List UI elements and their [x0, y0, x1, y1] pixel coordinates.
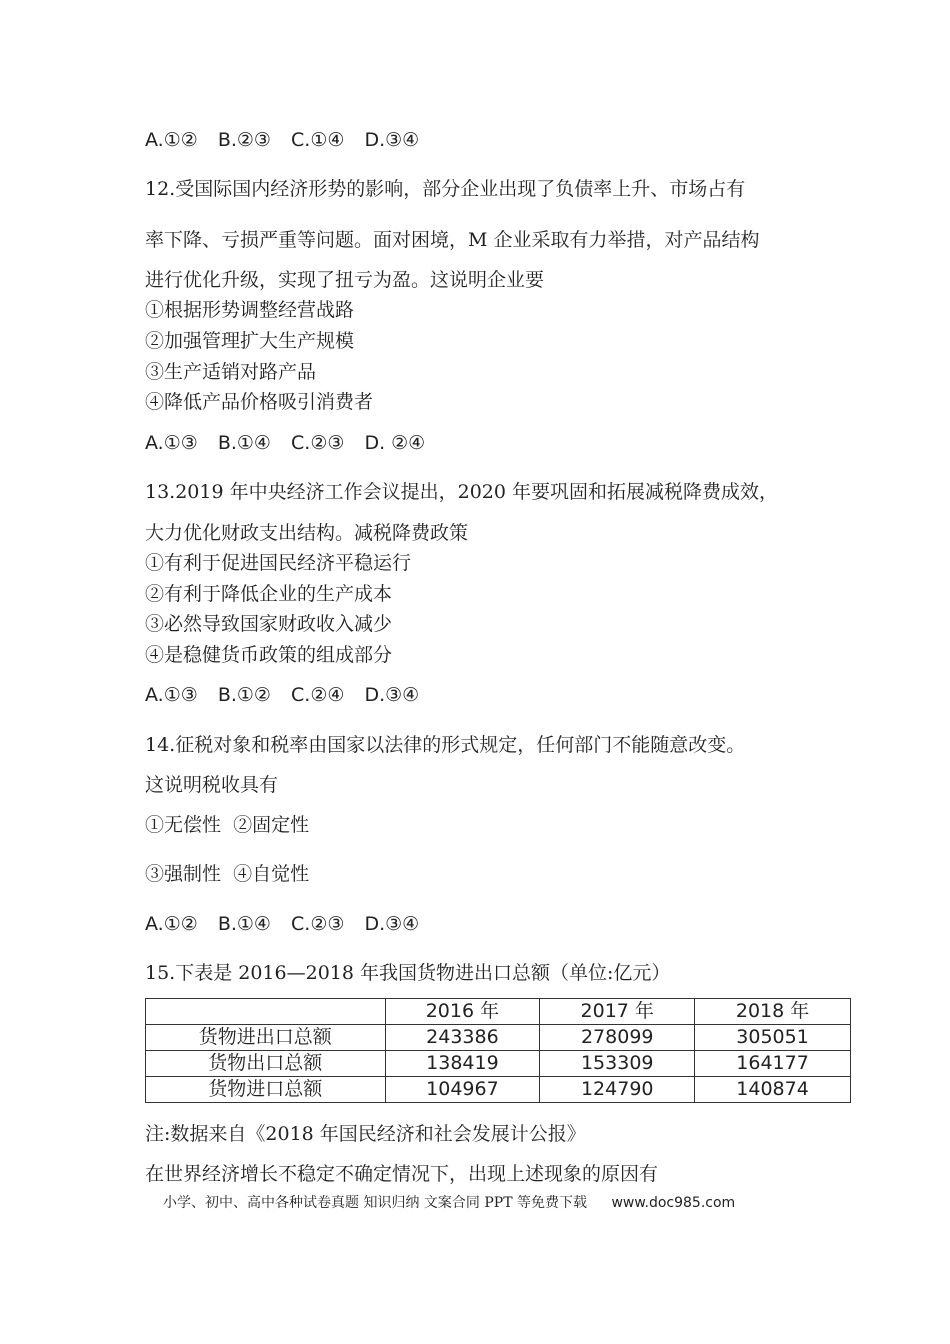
- q15-note: 注:数据来自《2018 年国民经济和社会发展计公报》: [145, 1123, 586, 1145]
- q14-option-d: D.③④: [364, 913, 420, 935]
- q11-option-b: B.②③: [217, 129, 271, 151]
- row-label: 货物出口总额: [146, 1051, 386, 1077]
- table-cell: 278099: [540, 1025, 695, 1051]
- q12-option-c: C.②③: [291, 432, 345, 454]
- table-cell: 138419: [385, 1051, 540, 1077]
- q11-options: [145, 128, 433, 152]
- q13-item-1: ①有利于促进国民经济平稳运行: [145, 552, 412, 574]
- row-label: 货物进出口总额: [146, 1025, 386, 1051]
- q11-option-c: C.①④: [291, 129, 345, 151]
- q11-option-a: A.①②: [145, 129, 198, 151]
- q11-option-d: D.③④: [364, 129, 420, 151]
- header-cell-2018: 2018 年: [695, 999, 851, 1025]
- table-cell: 153309: [540, 1051, 695, 1077]
- q13-option-c: C.②④: [291, 684, 345, 706]
- table-cell: 164177: [695, 1051, 851, 1077]
- q14-stem-line-2: 这说明税收具有: [145, 774, 279, 796]
- header-cell-empty: [146, 999, 386, 1025]
- q15-question: 在世界经济增长不稳定不确定情况下，出现上述现象的原因有: [145, 1163, 659, 1185]
- table-cell: 305051: [695, 1025, 851, 1051]
- q12-item-2: ②加强管理扩大生产规模: [145, 330, 355, 352]
- q13-stem-line-2: 大力优化财政支出结构。减税降费政策: [145, 522, 469, 544]
- q13-option-b: B.①②: [217, 684, 271, 706]
- q14-option-c: C.②③: [291, 913, 345, 935]
- header-cell-2017: 2017 年: [540, 999, 695, 1025]
- footer-text: 小学、初中、高中各种试卷真题 知识归纳 文案合同 PPT 等免费下载: [163, 1195, 587, 1211]
- header-cell-2016: 2016 年: [385, 999, 540, 1025]
- table-row: [146, 1051, 851, 1077]
- table-row: [146, 1025, 851, 1051]
- q14-stem-line-1: 14.征税对象和税率由国家以法律的形式规定，任何部门不能随意改变。: [145, 734, 746, 756]
- q13-option-d: D.③④: [364, 684, 420, 706]
- q12-option-d: D. ②④: [364, 432, 426, 454]
- q13-item-2: ②有利于降低企业的生产成本: [145, 583, 393, 605]
- footer-url[interactable]: www.doc985.com: [611, 1195, 736, 1211]
- table-cell: 243386: [385, 1025, 540, 1051]
- q13-item-3: ③必然导致国家财政收入减少: [145, 613, 393, 635]
- page-footer: [163, 1192, 735, 1212]
- row-label: 货物进口总额: [146, 1077, 386, 1103]
- table-header-row: [146, 999, 851, 1025]
- q15-stem: 15.下表是 2016—2018 年我国货物进出口总额（单位:亿元）: [145, 962, 671, 984]
- q13-stem-line-1: 13.2019 年中央经济工作会议提出，2020 年要巩固和拓展减税降费成效，: [145, 481, 779, 503]
- q14-item-row-2: ③强制性 ④自觉性: [145, 863, 310, 885]
- q12-stem-line-2: 率下降、亏损严重等问题。面对困境，M 企业采取有力举措，对产品结构: [145, 229, 760, 251]
- q13-option-a: A.①③: [145, 684, 198, 706]
- q12-item-3: ③生产适销对路产品: [145, 361, 317, 383]
- table-cell: 124790: [540, 1077, 695, 1103]
- q12-option-b: B.①④: [217, 432, 271, 454]
- q12-stem-line-3: 进行优化升级，实现了扭亏为盈。这说明企业要: [145, 269, 545, 291]
- table-cell: 104967: [385, 1077, 540, 1103]
- q12-item-4: ④降低产品价格吸引消费者: [145, 391, 374, 413]
- table-cell: 140874: [695, 1077, 851, 1103]
- q13-item-4: ④是稳健货币政策的组成部分: [145, 644, 393, 666]
- q12-stem-line-1: 12.受国际国内经济形势的影响，部分企业出现了负债率上升、市场占有: [145, 178, 746, 200]
- table-row: [146, 1077, 851, 1103]
- trade-table: [145, 998, 851, 1103]
- q14-options: [145, 912, 433, 936]
- q12-option-a: A.①③: [145, 432, 198, 454]
- q14-option-b: B.①④: [217, 913, 271, 935]
- q14-item-row-1: ①无偿性 ②固定性: [145, 814, 310, 836]
- q12-item-1: ①根据形势调整经营战路: [145, 299, 355, 321]
- q12-options: [145, 431, 439, 455]
- q13-options: [145, 683, 433, 707]
- q14-option-a: A.①②: [145, 913, 198, 935]
